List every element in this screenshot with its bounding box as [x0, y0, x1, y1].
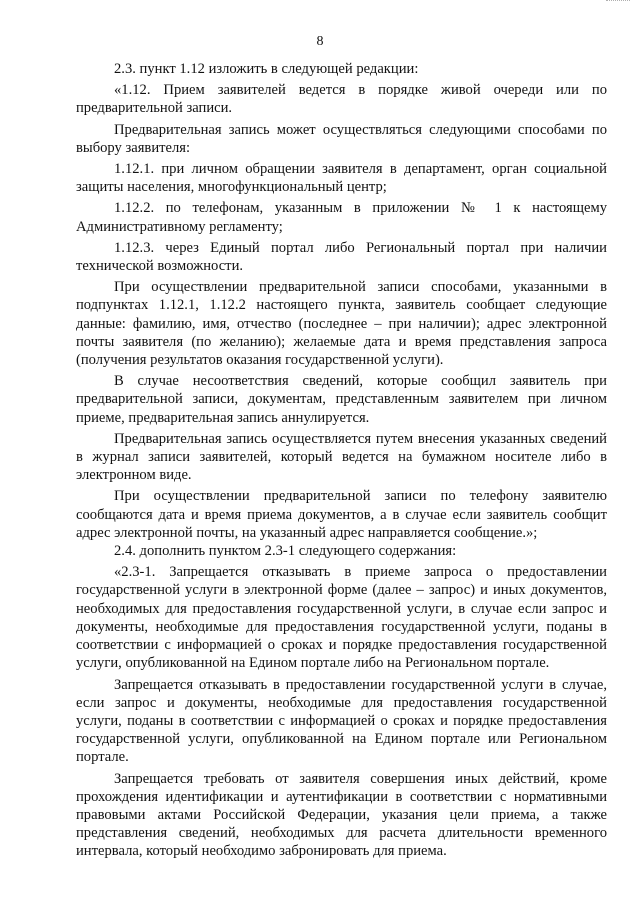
- paragraph-2-3-1: «2.3-1. Запрещается отказывать в приеме запроса о предоставлении государственной услуги в электронной форме (далее – запрос) и иных документов, необходимых для предоставления государственной услуги, в случае если запрос и документы, необходимые для предоставления государственной услуги, поданы в соответствии с информацией о сроках и порядке предоставления государственной услуги, опубликованной на Едином портале либо на Региональном портале.: [76, 564, 607, 672]
- paragraph-applicant-data: При осуществлении предварительной записи способами, указанными в подпунктах 1.12.1, 1.12.2 настоящего пункта, заявитель сообщает следующие данные: фамилию, имя, отчество (последнее – при наличии); адрес электронной почты заявителя (по желанию); желаемые дата и время представления запроса (получения результатов оказания государственной услуги).: [76, 279, 607, 369]
- paragraph-2-3-heading: 2.3. пункт 1.12 изложить в следующей редакции:: [114, 61, 419, 77]
- paragraph-mismatch: В случае несоответствия сведений, которые сообщил заявитель при предварительной записи, документам, представленным заявителем при личном приеме, предварительная запись аннулируется.: [76, 373, 607, 426]
- paragraph-1-12: «1.12. Прием заявителей ведется в порядке живой очереди или по предварительной записи.: [76, 82, 607, 117]
- paragraph-1-12-1: 1.12.1. при личном обращении заявителя в департамент, орган социальной защиты населения, многофункциональный центр;: [76, 161, 607, 196]
- paragraph-refusal-prohibited: Запрещается отказывать в предоставлении государственной услуги в случае, если запрос и документы, необходимые для предоставления государственной услуги, поданы в соответствии с информацией о сроках и порядке предоставления государственной услуги, опубликованной на Едином портале или Региональном портале.: [76, 676, 607, 766]
- scan-mark: [606, 0, 630, 3]
- paragraph-1-12-2: 1.12.2. по телефонам, указанным в приложении № 1 к настоящему Административному регламенту;: [76, 200, 607, 235]
- paragraph-preliminary-methods: Предварительная запись может осуществляться следующими способами по выбору заявителя:: [76, 121, 607, 156]
- document-body: [76, 60, 607, 861]
- paragraph-phone-notice: При осуществлении предварительной записи по телефону заявителю сообщаются дата и время приема документов, а в случае если заявитель сообщит адрес электронной почты, на указанный адрес направляется сообщение.»;: [76, 488, 607, 541]
- page-number: 8: [316, 34, 324, 49]
- paragraph-1-12-3: 1.12.3. через Единый портал либо Региональный портал при наличии технической возможности.: [76, 239, 607, 275]
- paragraph-extra-actions-prohibited: Запрещается требовать от заявителя совершения иных действий, кроме прохождения идентификации и аутентификации в соответствии с нормативными правовыми актами Российской Федерации, указания цели приема, а также представления сведений, необходимых для расчета длительности временного интервала, который необходимо забронировать для приема.: [76, 770, 607, 860]
- paragraph-journal: Предварительная запись осуществляется путем внесения указанных сведений в журнал записи заявителей, который ведется на бумажном носителе либо в электронном виде.: [76, 430, 607, 484]
- paragraph-2-4-heading: 2.4. дополнить пунктом 2.3-1 следующего содержания:: [114, 543, 457, 560]
